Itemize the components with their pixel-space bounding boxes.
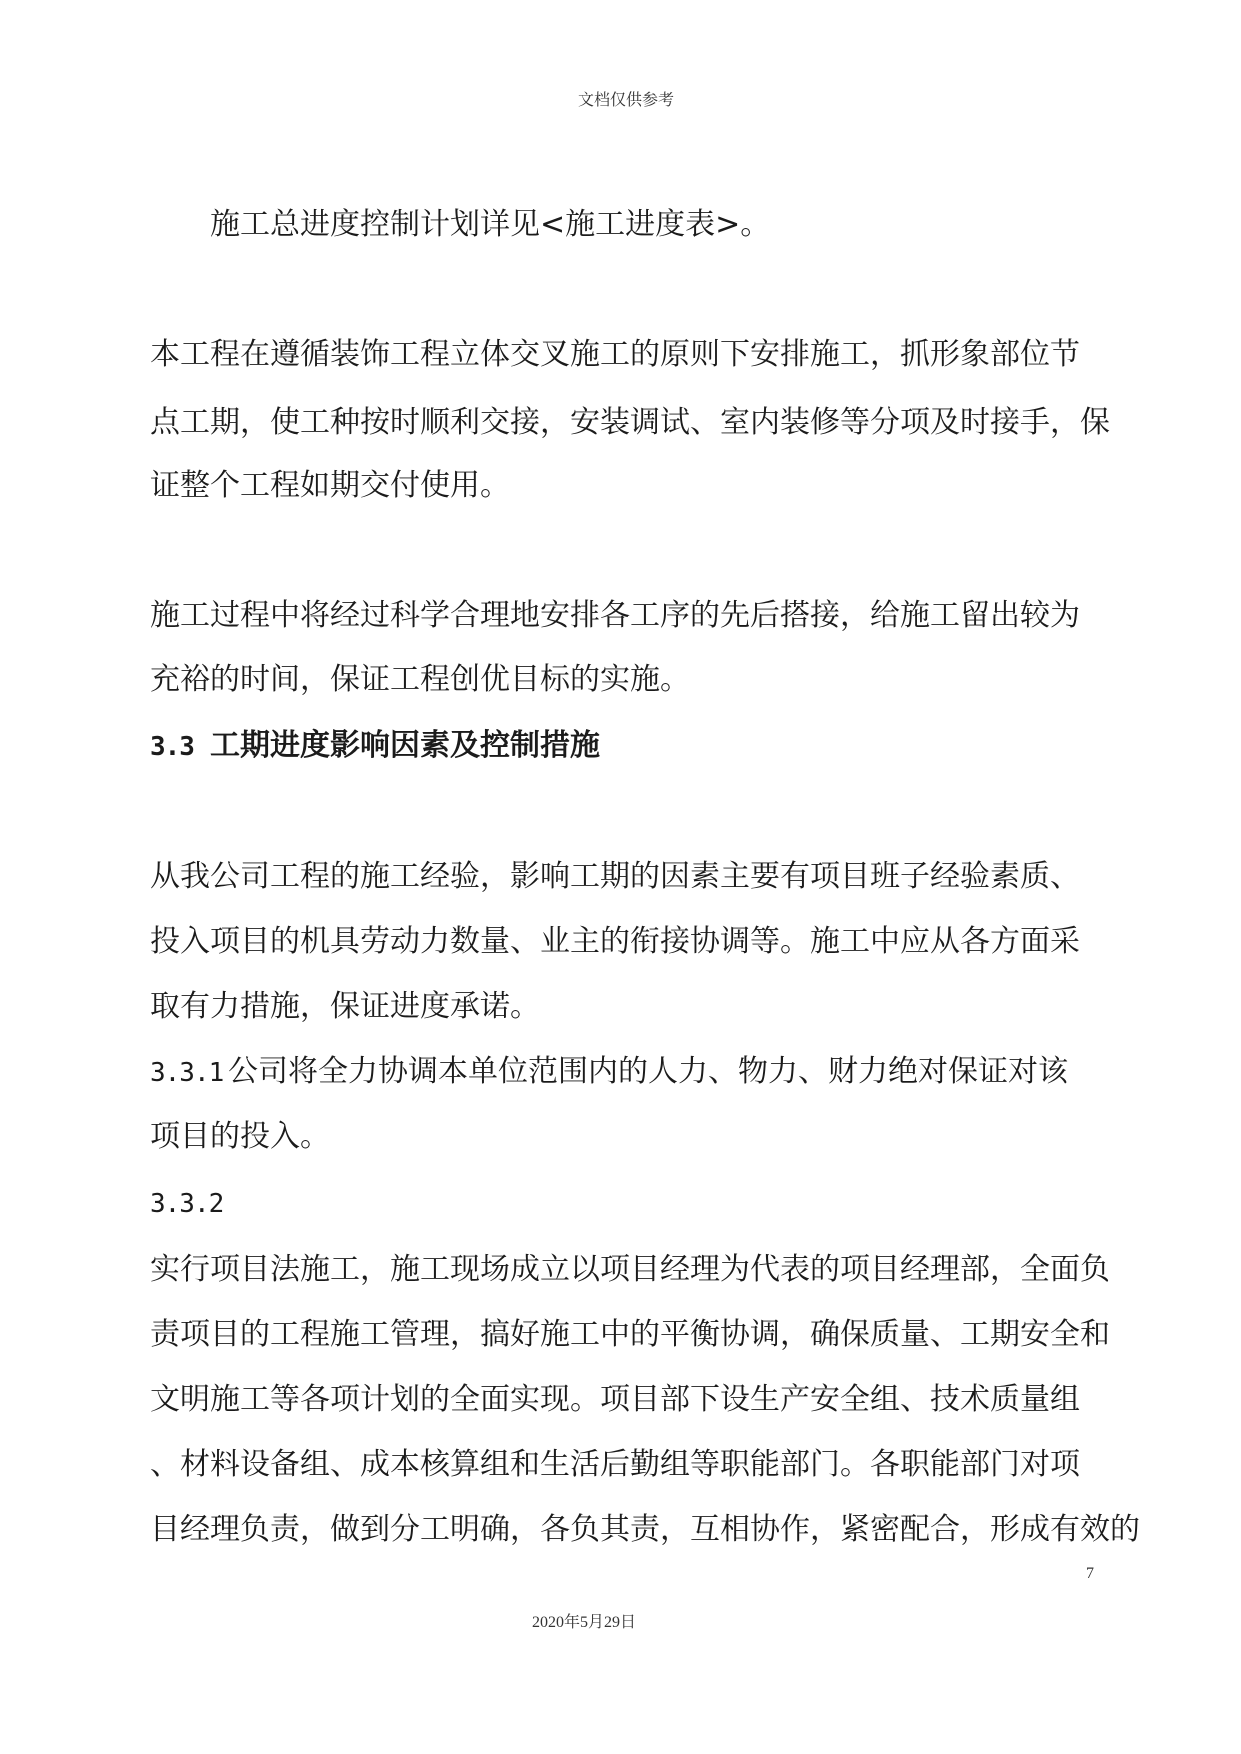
item-3-3-2-line: 目经理负责，做到分工明确，各负其责，互相协作，紧密配合，形成有效的 <box>150 1512 1140 1547</box>
item-number: 3.3.1 <box>150 1058 224 1088</box>
paragraph-3-line: 投入项目的机具劳动力数量、业主的衔接协调等。施工中应从各方面采 <box>150 924 1080 959</box>
paragraph-2-line: 施工过程中将经过科学合理地安排各工序的先后搭接，给施工留出较为 <box>150 598 1080 633</box>
footer-date: 2020年5月29日 <box>531 1614 636 1631</box>
paragraph-1-line: 证整个工程如期交付使用。 <box>150 468 510 503</box>
paragraph-3-line: 取有力措施，保证进度承诺。 <box>150 989 540 1024</box>
item-3-3-2-line: 文明施工等各项计划的全面实现。项目部下设生产安全组、技术质量组 <box>150 1382 1080 1417</box>
item-3-3-2-line: 、材料设备组、成本核算组和生活后勤组等职能部门。各职能部门对项 <box>150 1447 1080 1482</box>
item-text: 公司将全力协调本单位范围内的人力、物力、财力绝对保证对该 <box>228 1054 1068 1089</box>
paragraph-1-line: 本工程在遵循装饰工程立体交叉施工的原则下安排施工，抓形象部位节 <box>150 337 1080 372</box>
item-3-3-1-line <box>150 1052 1068 1092</box>
page-number: 7 <box>1086 1565 1094 1582</box>
paragraph-2-line: 充裕的时间，保证工程创优目标的实施。 <box>150 662 690 697</box>
intro-line: 施工总进度控制计划详见<施工进度表>。 <box>210 207 771 242</box>
section-title: 工期进度影响因素及控制措施 <box>210 728 600 763</box>
header-note: 文档仅供参考 <box>577 92 674 109</box>
paragraph-1-line: 点工期，使工种按时顺利交接，安装调试、室内装修等分项及时接手，保 <box>150 405 1110 440</box>
item-number: 3.3.2 <box>150 1189 224 1219</box>
section-heading <box>150 726 600 766</box>
paragraph-3-line: 从我公司工程的施工经验，影响工期的因素主要有项目班子经验素质、 <box>150 859 1080 894</box>
section-number: 3.3 <box>150 732 194 762</box>
item-3-3-2-number-line <box>150 1183 223 1223</box>
item-3-3-2-line: 实行项目法施工，施工现场成立以项目经理为代表的项目经理部，全面负 <box>150 1252 1110 1287</box>
item-3-3-2-line: 责项目的工程施工管理，搞好施工中的平衡协调，确保质量、工期安全和 <box>150 1317 1110 1352</box>
item-3-3-1-line: 项目的投入。 <box>150 1119 330 1154</box>
